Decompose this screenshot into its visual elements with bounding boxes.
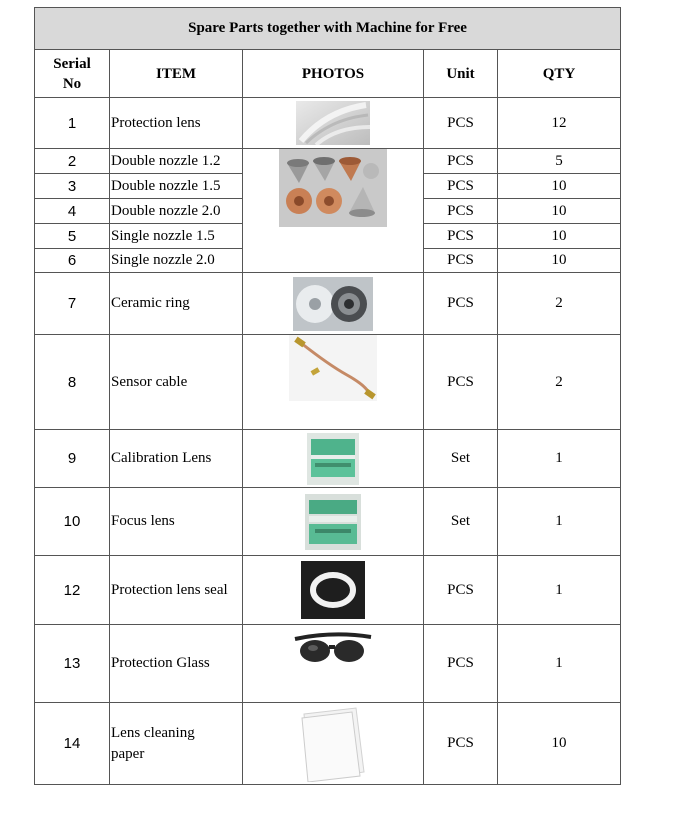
protection-glass-photo <box>293 625 373 675</box>
table-row <box>35 703 621 785</box>
item-cell: Protection lens <box>110 98 243 149</box>
qty-cell: 10 <box>498 199 621 224</box>
table-row <box>35 273 621 335</box>
focus-lens-photo <box>305 494 361 550</box>
item-cell: Double nozzle 1.2 <box>110 149 243 174</box>
header-row <box>35 50 621 98</box>
qty-cell: 10 <box>498 174 621 199</box>
header-serial-line1: Serial <box>53 55 91 72</box>
serial-cell: 8 <box>35 335 110 430</box>
qty-cell: 1 <box>498 556 621 625</box>
table-row <box>35 488 621 556</box>
serial-cell: 3 <box>35 174 110 199</box>
qty-cell: 5 <box>498 149 621 174</box>
unit-cell: PCS <box>424 149 498 174</box>
header-serial <box>35 50 110 98</box>
spare-parts-table <box>34 7 621 785</box>
unit-cell: PCS <box>424 273 498 335</box>
item-cell: Protection lens seal <box>110 556 243 625</box>
item-line2: paper <box>111 745 145 762</box>
table-row <box>35 556 621 625</box>
table-row <box>35 149 621 174</box>
sensor-cable-photo <box>289 335 377 401</box>
table-title: Spare Parts together with Machine for Free <box>35 8 621 50</box>
serial-cell: 13 <box>35 625 110 703</box>
photo-cell <box>243 488 424 556</box>
serial-cell: 1 <box>35 98 110 149</box>
qty-cell: 10 <box>498 224 621 249</box>
calibration-lens-photo <box>307 433 359 485</box>
serial-cell: 6 <box>35 249 110 273</box>
ceramic-ring-photo <box>293 277 373 331</box>
qty-cell: 10 <box>498 703 621 785</box>
photo-cell <box>243 273 424 335</box>
item-cell <box>110 703 243 785</box>
unit-cell: PCS <box>424 98 498 149</box>
item-cell: Sensor cable <box>110 335 243 430</box>
photo-cell <box>243 625 424 703</box>
qty-cell: 2 <box>498 335 621 430</box>
table-row <box>35 625 621 703</box>
serial-cell: 12 <box>35 556 110 625</box>
serial-cell: 14 <box>35 703 110 785</box>
nozzles-photo <box>279 149 387 227</box>
header-serial-line2: No <box>62 75 82 92</box>
serial-cell: 9 <box>35 430 110 488</box>
lens-seal-photo <box>301 561 365 619</box>
item-cell: Double nozzle 1.5 <box>110 174 243 199</box>
photo-cell <box>243 430 424 488</box>
item-cell: Double nozzle 2.0 <box>110 199 243 224</box>
serial-cell: 4 <box>35 199 110 224</box>
header-unit: Unit <box>424 50 498 98</box>
unit-cell: Set <box>424 430 498 488</box>
qty-cell: 10 <box>498 249 621 273</box>
qty-cell: 2 <box>498 273 621 335</box>
unit-cell: PCS <box>424 625 498 703</box>
photo-cell <box>243 335 424 430</box>
qty-cell: 1 <box>498 430 621 488</box>
serial-cell: 10 <box>35 488 110 556</box>
item-cell: Single nozzle 1.5 <box>110 224 243 249</box>
photo-cell <box>243 149 424 273</box>
unit-cell: PCS <box>424 556 498 625</box>
unit-cell: PCS <box>424 249 498 273</box>
photo-cell <box>243 703 424 785</box>
header-photos: PHOTOS <box>243 50 424 98</box>
item-cell: Calibration Lens <box>110 430 243 488</box>
unit-cell: PCS <box>424 335 498 430</box>
photo-cell <box>243 556 424 625</box>
item-cell: Protection Glass <box>110 625 243 703</box>
unit-cell: PCS <box>424 174 498 199</box>
header-qty: QTY <box>498 50 621 98</box>
item-cell: Focus lens <box>110 488 243 556</box>
unit-cell: PCS <box>424 224 498 249</box>
cleaning-paper-photo <box>298 706 368 782</box>
photo-cell <box>243 98 424 149</box>
serial-cell: 5 <box>35 224 110 249</box>
item-cell: Single nozzle 2.0 <box>110 249 243 273</box>
qty-cell: 1 <box>498 625 621 703</box>
unit-cell: PCS <box>424 199 498 224</box>
serial-cell: 7 <box>35 273 110 335</box>
table-row <box>35 430 621 488</box>
item-cell: Ceramic ring <box>110 273 243 335</box>
table-row <box>35 98 621 149</box>
header-item: ITEM <box>110 50 243 98</box>
table-row <box>35 335 621 430</box>
item-line1: Lens cleaning <box>111 724 195 741</box>
protection-lens-photo <box>296 101 370 145</box>
unit-cell: Set <box>424 488 498 556</box>
unit-cell: PCS <box>424 703 498 785</box>
qty-cell: 12 <box>498 98 621 149</box>
serial-cell: 2 <box>35 149 110 174</box>
qty-cell: 1 <box>498 488 621 556</box>
